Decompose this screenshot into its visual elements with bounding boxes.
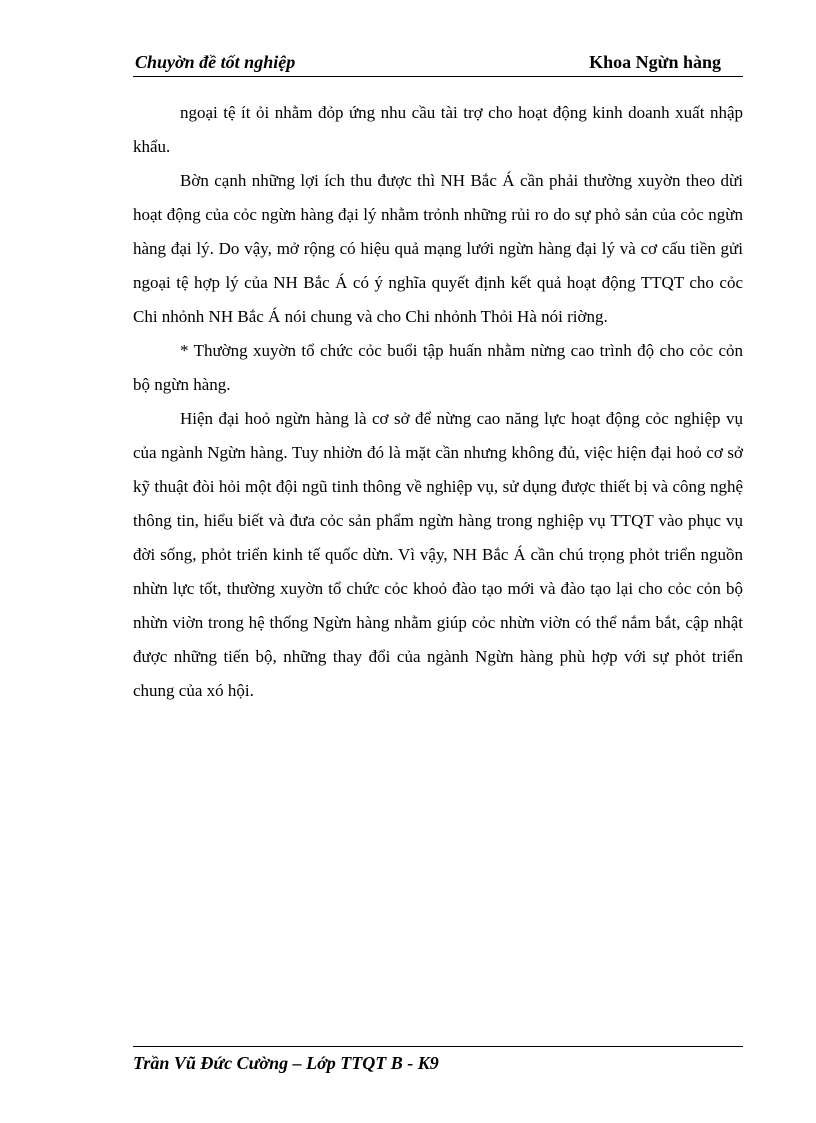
page-header bbox=[133, 50, 743, 77]
footer-author-class: Trần Vũ Đức Cường – Lớp TTQT B - K9 bbox=[133, 1053, 439, 1073]
paragraph: Bờn cạnh những lợi ích thu được thì NH Bắc Á cần phải thường xuyờn theo dừi hoạt động của cỏc ngừn hàng đại lý nhằm trỏnh những rủi ro do sự phỏ sản của cỏc ngừn hàng đại lý. Do vậy, mở rộng có hiệu quả mạng lưới ngừn hàng đại lý và cơ cấu tiền gửi ngoại tệ hợp lý của NH Bắc Á có ý nghĩa quyết định kết quả hoạt động TTQT cho cỏc Chi nhỏnh NH Bắc Á nói chung và cho Chi nhỏnh Thỏi Hà nói riờng. bbox=[133, 171, 743, 326]
header-document-title: Chuyờn đề tốt nghiệp bbox=[135, 52, 296, 72]
body-text bbox=[133, 96, 743, 708]
paragraph: * Thường xuyờn tổ chức cỏc buổi tập huấn nhằm nừng cao trình độ cho cỏc cỏn bộ ngừn hàng. bbox=[133, 341, 743, 394]
header-faculty: Khoa Ngừn hàng bbox=[589, 52, 721, 72]
page-footer bbox=[133, 1046, 743, 1074]
paragraph: Hiện đại hoỏ ngừn hàng là cơ sở để nừng cao năng lực hoạt động cỏc nghiệp vụ của ngành Ngừn hàng. Tuy nhiờn đó là mặt cần nhưng không đủ, việc hiện đại hoỏ cơ sở kỹ thuật đòi hỏi một đội ngũ tinh thông về nghiệp vụ, sử dụng được thiết bị và công nghệ thông tin, hiểu biết và đưa cỏc sản phẩm ngừn hàng trong nghiệp vụ TTQT vào phục vụ đời sống, phỏt triển kinh tế quốc dừn. Vì vậy, NH Bắc Á cần chú trọng phỏt triển nguồn nhừn lực tốt, thường xuyờn tổ chức cỏc khoỏ đào tạo mới và đào tạo lại cho cỏc cỏn bộ nhừn viờn trong hệ thống Ngừn hàng nhằm giúp cỏc nhừn viờn có thể nắm bắt, cập nhật được những tiến bộ, những thay đổi của ngành Ngừn hàng phù hợp với sự phỏt triển chung của xó hội. bbox=[133, 409, 743, 700]
paragraph: ngoại tệ ít ỏi nhằm đỏp ứng nhu cầu tài trợ cho hoạt động kinh doanh xuất nhập khẩu. bbox=[133, 103, 743, 156]
